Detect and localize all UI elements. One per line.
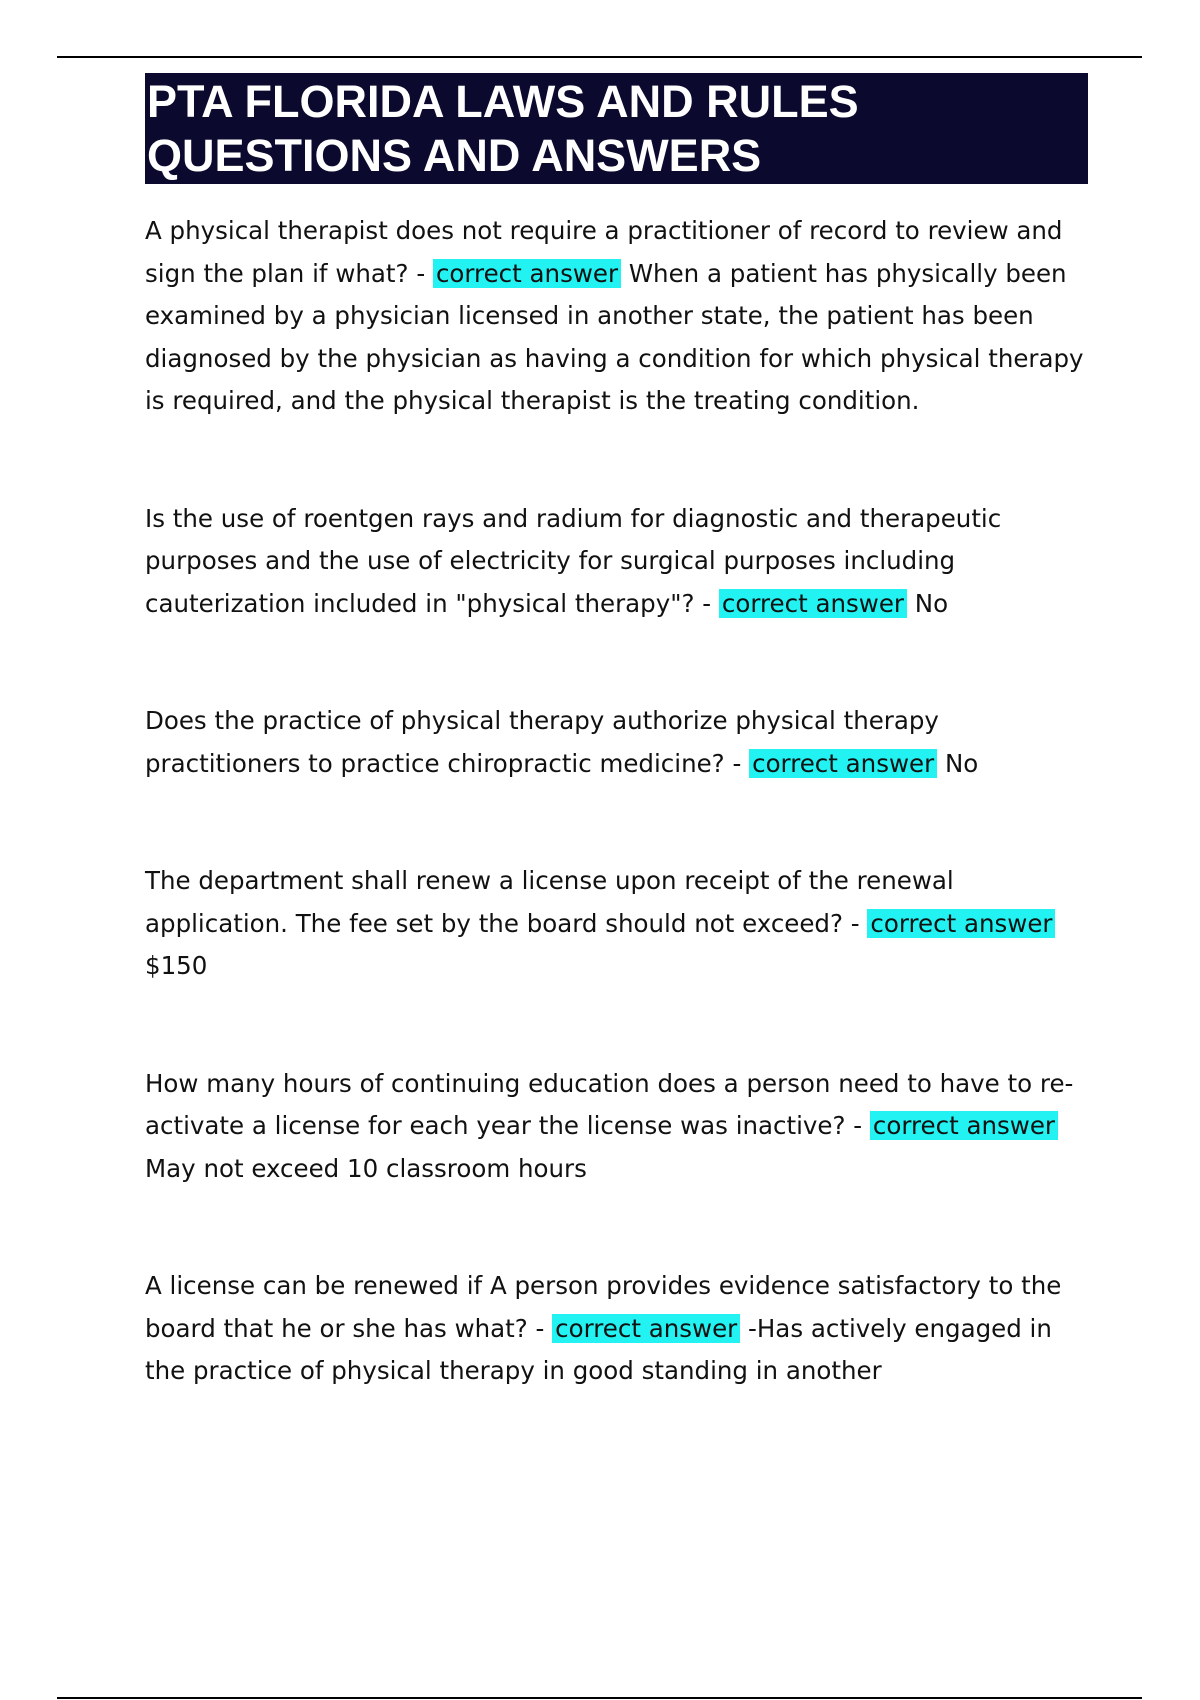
qa-list: [145, 210, 1090, 1393]
question-text: A physical therapist does not require a practitioner of record to review and sign the plan if what? -: [145, 216, 1063, 288]
bottom-rule: [57, 1697, 1142, 1699]
question-text: How many hours of continuing education does a person need to have to re-activate a license for each year the license was inactive? -: [145, 1068, 1074, 1140]
answer-text: May not exceed 10 classroom hours: [145, 1153, 587, 1183]
title-line-2: QUESTIONS AND ANSWERS: [147, 130, 762, 181]
answer-marker: correct answer: [867, 909, 1055, 938]
question-text: The department shall renew a license upon receipt of the renewal application. The fee set by the board should not exceed? -: [145, 866, 954, 938]
title-line-1: PTA FLORIDA LAWS AND RULES: [147, 76, 859, 127]
answer-marker: correct answer: [719, 589, 907, 618]
document-title: [145, 73, 1088, 184]
answer-text: No: [937, 748, 979, 778]
question-text: Is the use of roentgen rays and radium for diagnostic and therapeutic purposes and the use of electricity for surgical purposes including cauterization included in "physical therapy"? -: [145, 503, 1002, 618]
qa-item: [145, 498, 1090, 626]
top-rule: [57, 56, 1142, 58]
answer-marker: correct answer: [552, 1314, 740, 1343]
qa-item: [145, 1265, 1090, 1393]
answer-text: No: [907, 588, 949, 618]
qa-item: [145, 700, 1090, 785]
question-text: Does the practice of physical therapy authorize physical therapy practitioners to practice chiropractic medicine? -: [145, 706, 939, 778]
answer-marker: correct answer: [870, 1111, 1058, 1140]
answer-text: When a patient has physically been examined by a physician licensed in another state, the patient has been diagnosed by the physician as having a condition for which physical therapy is required, and the physical therapist is the treating condition.: [145, 258, 1084, 415]
answer-text: -Has actively engaged in the practice of physical therapy in good standing in another: [145, 1313, 1052, 1385]
qa-item: [145, 860, 1090, 988]
answer-marker: correct answer: [749, 749, 937, 778]
answer-text: $150: [145, 951, 208, 980]
question-text: A license can be renewed if A person provides evidence satisfactory to the board that he or she has what? -: [145, 1271, 1062, 1343]
answer-marker: correct answer: [433, 259, 621, 288]
qa-item: [145, 210, 1090, 423]
qa-item: [145, 1063, 1090, 1191]
